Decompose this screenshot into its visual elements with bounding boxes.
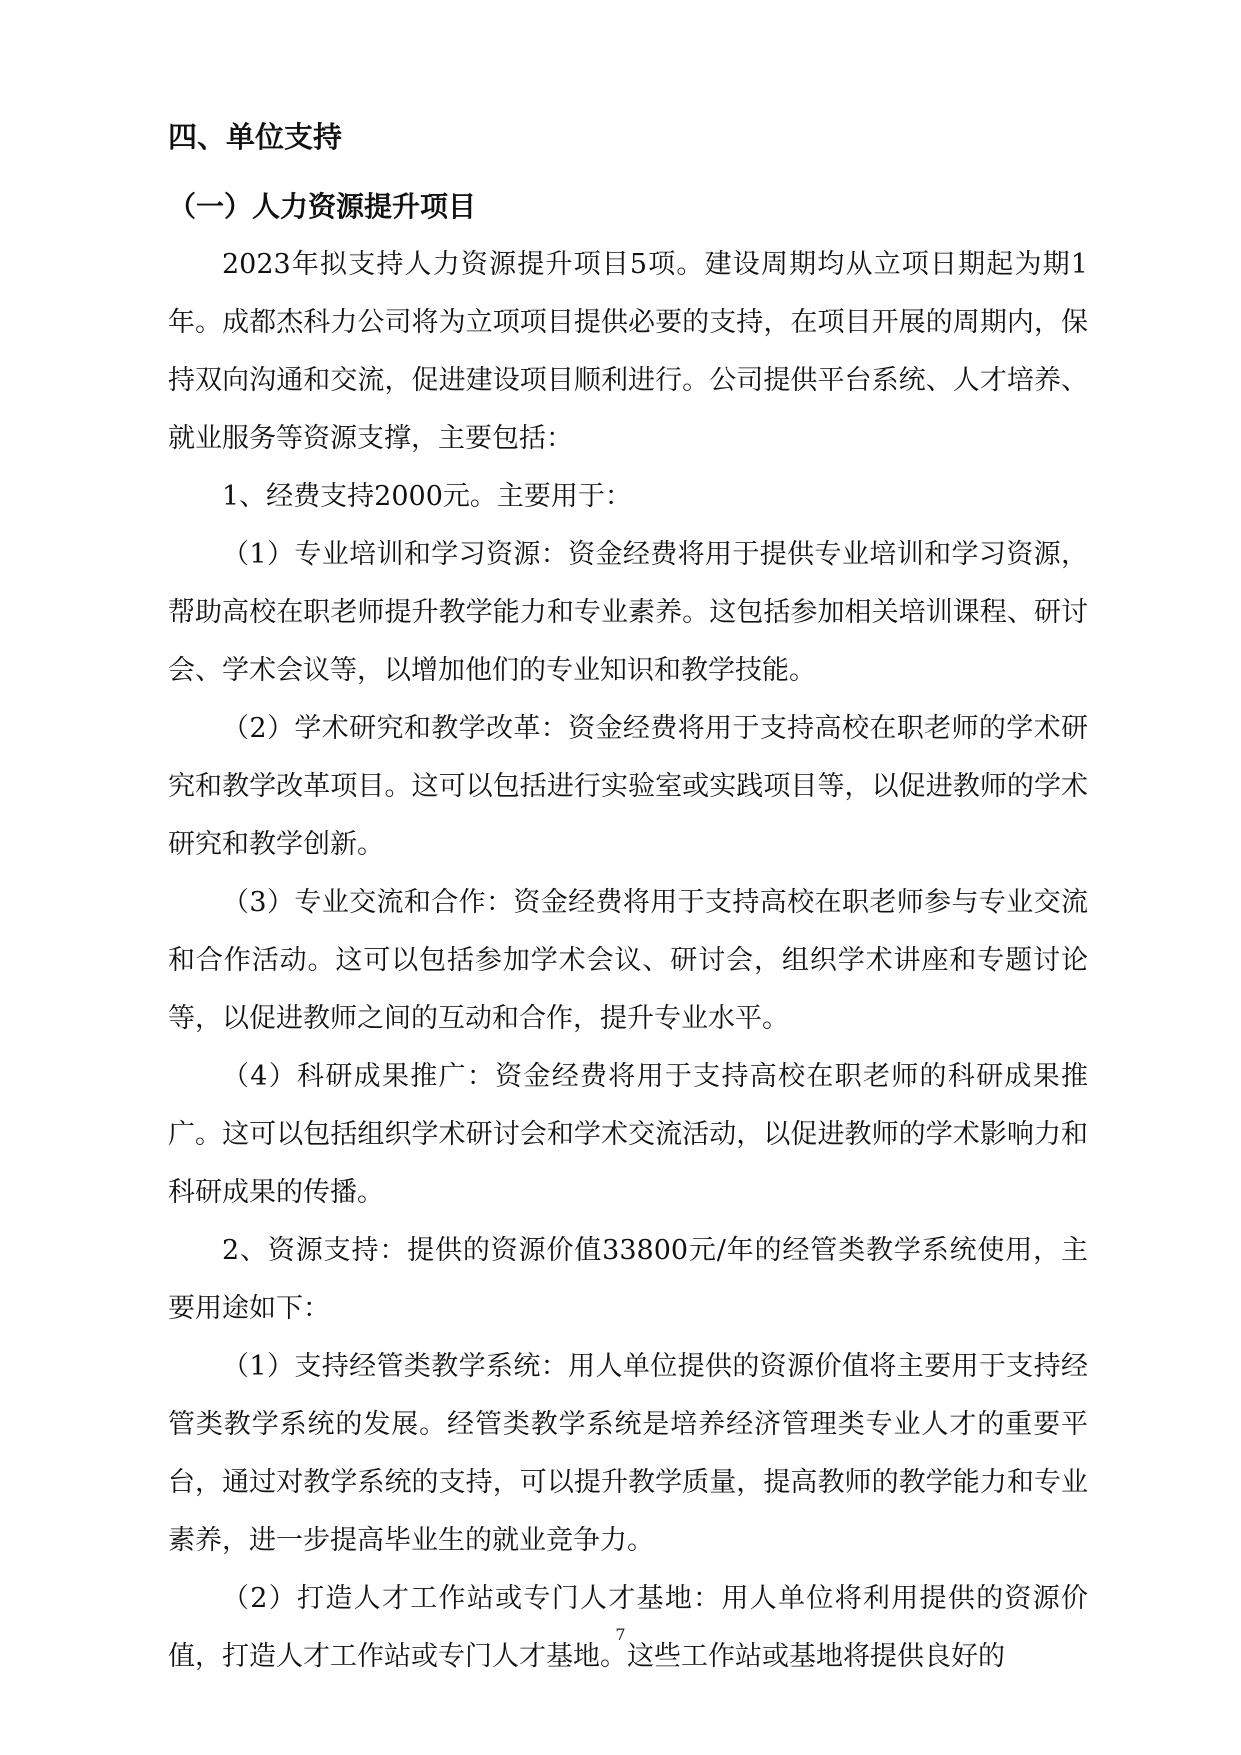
paragraph-intro: 2023年拟支持人力资源提升项目5项。建设周期均从立项日期起为期1年。成都杰科力公司将为立项项目提供必要的支持，在项目开展的周期内，保持双向沟通和交流，促进建设项目顺利进行。公司提供平台系统、人才培养、就业服务等资源支撑，主要包括：: [168, 249, 1088, 454]
paragraph-resources: 2、资源支持：提供的资源价值33800元/年的经管类教学系统使用，主要用途如下：: [168, 1235, 1088, 1324]
page-number: 7: [615, 1625, 626, 1644]
paragraph-funding-item-4: （4）科研成果推广：资金经费将用于支持高校在职老师的科研成果推广。这可以包括组织学术研讨会和学术交流活动，以促进教师的学术影响力和科研成果的传播。: [168, 1061, 1088, 1208]
paragraph-funding-item-1: （1）专业培训和学习资源：资金经费将用于提供专业培训和学习资源，帮助高校在职老师提升教学能力和专业素养。这包括参加相关培训课程、研讨会、学术会议等，以增加他们的专业知识和教学技能。: [168, 539, 1088, 686]
paragraph-resources-item-1: （1）支持经管类教学系统：用人单位提供的资源价值将主要用于支持经管类教学系统的发展。经管类教学系统是培养经济管理类专业人才的重要平台，通过对教学系统的支持，可以提升教学质量，提高教师的教学能力和专业素养，进一步提高毕业生的就业竞争力。: [168, 1351, 1088, 1556]
paragraph-funding: 1、经费支持2000元。主要用于：: [222, 481, 632, 512]
paragraph-funding-item-3: （3）专业交流和合作：资金经费将用于支持高校在职老师参与专业交流和合作活动。这可以包括参加学术会议、研讨会，组织学术讲座和专题讨论等，以促进教师之间的互动和合作，提升专业水平。: [168, 887, 1088, 1034]
paragraph-funding-item-2: （2）学术研究和教学改革：资金经费将用于支持高校在职老师的学术研究和教学改革项目。这可以包括进行实验室或实践项目等，以促进教师的学术研究和教学创新。: [168, 713, 1088, 860]
subsection-heading: （一）人力资源提升项目: [168, 190, 477, 223]
page-content: [168, 108, 1088, 1686]
section-heading: 四、单位支持: [168, 120, 343, 154]
paragraph-resources-item-2: （2）打造人才工作站或专门人才基地：用人单位将利用提供的资源价值，打造人才工作站或专门人才基地。这些工作站或基地将提供良好的: [168, 1583, 1088, 1672]
